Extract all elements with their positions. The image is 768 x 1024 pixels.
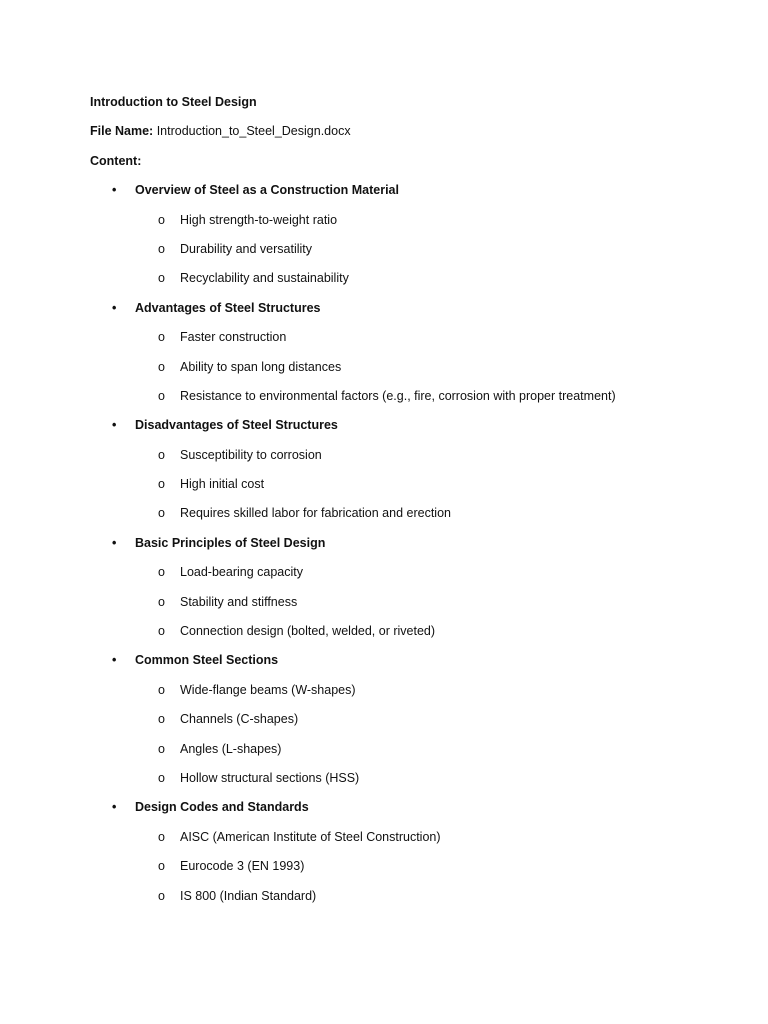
list-item (90, 768, 710, 797)
list-item (90, 327, 710, 356)
list-item-text: Faster construction (180, 330, 287, 345)
sub-bullet-icon: o (158, 594, 165, 609)
list-item-text: AISC (American Institute of Steel Construction) (180, 829, 441, 844)
list-item-text: Resistance to environmental factors (e.g., fire, corrosion with proper treatment) (180, 388, 616, 403)
list-item-text: Stability and stiffness (180, 594, 298, 609)
section-heading-text: Disadvantages of Steel Structures (135, 418, 338, 433)
sub-bullet-icon: o (158, 330, 165, 345)
section-heading-text: Basic Principles of Steel Design (135, 535, 326, 550)
list-item (90, 562, 710, 591)
section-heading (90, 650, 710, 679)
list-item-text: Load-bearing capacity (180, 565, 303, 580)
list-item-text: Recyclability and sustainability (180, 271, 349, 286)
list-item (90, 592, 710, 621)
sub-bullet-icon: o (158, 506, 165, 521)
section-heading (90, 797, 710, 826)
section-heading (90, 533, 710, 562)
sub-bullet-icon: o (158, 271, 165, 286)
file-name-value: Introduction_to_Steel_Design.docx (153, 124, 351, 139)
document-page (90, 92, 710, 915)
list-item (90, 856, 710, 885)
section-heading (90, 298, 710, 327)
list-item (90, 709, 710, 738)
sub-bullet-icon: o (158, 682, 165, 697)
sub-bullet-icon: o (158, 770, 165, 785)
sub-bullet-icon: o (158, 624, 165, 639)
list-item-text: Susceptibility to corrosion (180, 447, 322, 462)
sub-bullet-icon: o (158, 388, 165, 403)
list-item-text: Hollow structural sections (HSS) (180, 770, 360, 785)
sub-bullet-icon: o (158, 829, 165, 844)
section-heading-text: Advantages of Steel Structures (135, 300, 321, 315)
list-item-text: Wide-flange beams (W-shapes) (180, 682, 356, 697)
sub-bullet-icon: o (158, 447, 165, 462)
sub-bullet-icon: o (158, 359, 165, 374)
section-heading (90, 180, 710, 209)
section-heading-text: Overview of Steel as a Construction Material (135, 183, 399, 198)
list-item (90, 680, 710, 709)
list-item-text: High strength-to-weight ratio (180, 212, 338, 227)
list-item (90, 474, 710, 503)
section-heading-text: Design Codes and Standards (135, 800, 309, 815)
list-item (90, 739, 710, 768)
bullet-icon: • (112, 535, 117, 550)
section-heading-text: Common Steel Sections (135, 653, 279, 668)
list-item (90, 503, 710, 532)
sub-bullet-icon: o (158, 741, 165, 756)
sub-bullet-icon: o (158, 212, 165, 227)
bullet-icon: • (112, 653, 117, 668)
bullet-icon: • (112, 800, 117, 815)
list-item (90, 621, 710, 650)
list-item (90, 886, 710, 915)
list-item-text: Requires skilled labor for fabrication and erection (180, 506, 451, 521)
section-heading (90, 415, 710, 444)
document-title: Introduction to Steel Design (90, 95, 257, 109)
list-item (90, 210, 710, 239)
sub-bullet-icon: o (158, 565, 165, 580)
sub-bullet-icon: o (158, 241, 165, 256)
list-item-text: Channels (C-shapes) (180, 712, 299, 727)
list-item (90, 239, 710, 268)
bullet-icon: • (112, 418, 117, 433)
content-label: Content: (90, 153, 142, 168)
list-item-text: Angles (L-shapes) (180, 741, 282, 756)
sub-bullet-icon: o (158, 712, 165, 727)
list-item (90, 445, 710, 474)
list-item (90, 827, 710, 856)
list-item-text: Eurocode 3 (EN 1993) (180, 859, 305, 874)
list-item-text: Ability to span long distances (180, 359, 342, 374)
list-item-text: IS 800 (Indian Standard) (180, 888, 317, 903)
sub-bullet-icon: o (158, 888, 165, 903)
list-item-text: Durability and versatility (180, 241, 312, 256)
content-outline (90, 180, 710, 915)
bullet-icon: • (112, 300, 117, 315)
file-name-label: File Name: (90, 124, 154, 139)
sub-bullet-icon: o (158, 859, 165, 874)
list-item (90, 357, 710, 386)
list-item (90, 268, 710, 297)
sub-bullet-icon: o (158, 477, 165, 492)
bullet-icon: • (112, 183, 117, 198)
file-name-line (90, 121, 710, 150)
list-item-text: High initial cost (180, 477, 265, 492)
list-item-text: Connection design (bolted, welded, or riveted) (180, 624, 436, 639)
list-item (90, 386, 710, 415)
